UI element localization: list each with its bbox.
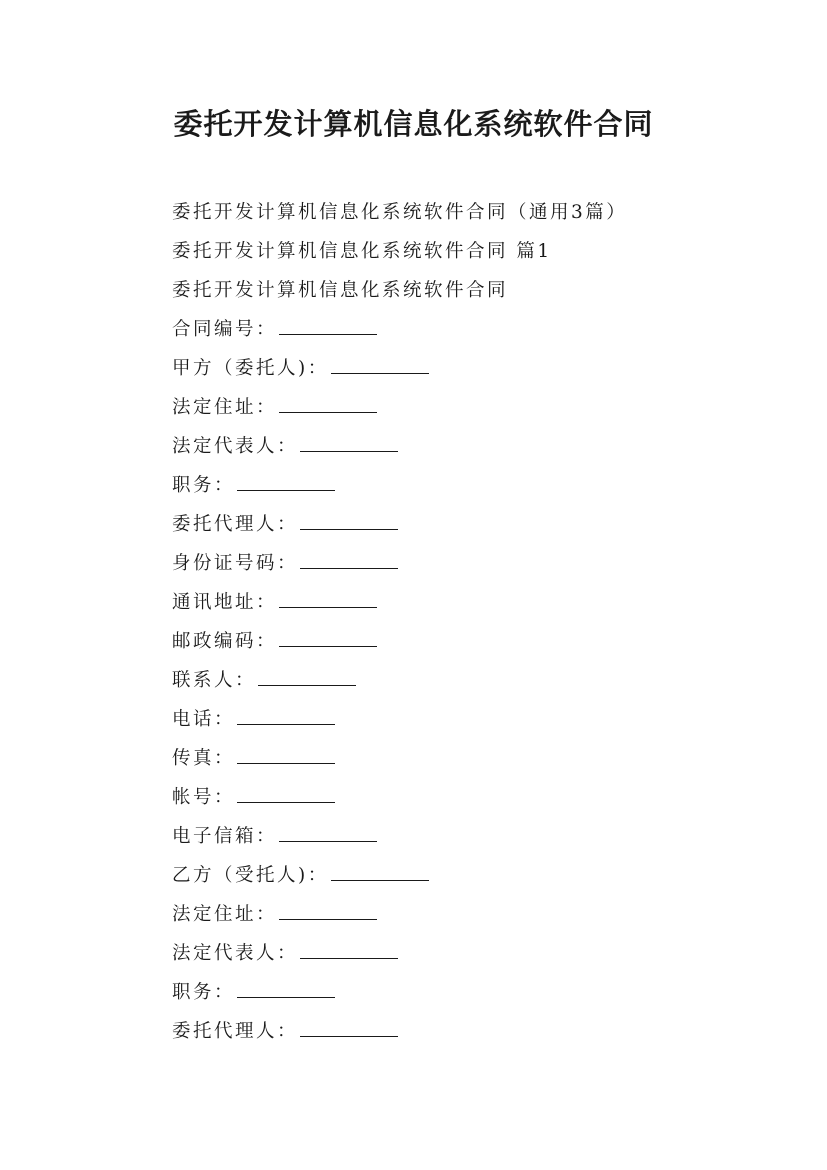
field-mailing-address [172, 583, 792, 622]
field-authorized-agent [172, 505, 792, 544]
intro-line: 委托开发计算机信息化系统软件合同 [172, 280, 509, 301]
document-body [172, 193, 792, 1051]
field-id-number [172, 544, 792, 583]
field-label: 电话： [172, 709, 236, 730]
field-label: 法定代表人： [172, 943, 299, 964]
field-label: 合同编号： [172, 319, 278, 340]
field-label: 法定住址： [172, 397, 278, 418]
fill-blank [300, 554, 398, 569]
fill-blank [237, 788, 335, 803]
fill-blank [300, 944, 398, 959]
field-contract-number [172, 310, 792, 349]
field-label: 委托代理人： [172, 514, 299, 535]
fill-blank [279, 905, 377, 920]
fill-blank [331, 359, 429, 374]
fill-blank [279, 827, 377, 842]
field-phone [172, 700, 792, 739]
field-label: 法定住址： [172, 904, 278, 925]
field-label: 传真： [172, 748, 236, 769]
fill-blank [331, 866, 429, 881]
field-account [172, 778, 792, 817]
field-position [172, 973, 792, 1012]
field-legal-address [172, 388, 792, 427]
document-title: 委托开发计算机信息化系统软件合同 [173, 107, 654, 141]
field-legal-address [172, 895, 792, 934]
field-label: 联系人： [172, 670, 257, 691]
fill-blank [279, 398, 377, 413]
field-label: 乙方（受托人)： [172, 865, 329, 886]
field-label: 委托代理人： [172, 1021, 299, 1042]
field-email [172, 817, 792, 856]
fill-blank [279, 632, 377, 647]
intro-line: 委托开发计算机信息化系统软件合同 篇1 [172, 241, 552, 262]
fill-blank [237, 710, 335, 725]
field-label: 帐号： [172, 787, 236, 808]
fill-blank [237, 749, 335, 764]
field-authorized-agent [172, 1012, 792, 1051]
field-party-a [172, 349, 792, 388]
fill-blank [237, 983, 335, 998]
field-position [172, 466, 792, 505]
field-label: 通讯地址： [172, 592, 278, 613]
field-label: 职务： [172, 475, 236, 496]
field-party-b [172, 856, 792, 895]
field-label: 邮政编码： [172, 631, 278, 652]
field-label: 身份证号码： [172, 553, 299, 574]
field-legal-representative [172, 427, 792, 466]
fill-blank [300, 437, 398, 452]
field-legal-representative [172, 934, 792, 973]
field-label: 电子信箱： [172, 826, 278, 847]
intro-line: 委托开发计算机信息化系统软件合同（通用3篇） [172, 202, 628, 223]
fill-blank [279, 320, 377, 335]
fill-blank [300, 1022, 398, 1037]
field-fax [172, 739, 792, 778]
fill-blank [300, 515, 398, 530]
fill-blank [258, 671, 356, 686]
field-label: 法定代表人： [172, 436, 299, 457]
fill-blank [237, 476, 335, 491]
field-label: 甲方（委托人)： [172, 358, 329, 379]
fill-blank [279, 593, 377, 608]
field-contact-person [172, 661, 792, 700]
field-label: 职务： [172, 982, 236, 1003]
field-postal-code [172, 622, 792, 661]
